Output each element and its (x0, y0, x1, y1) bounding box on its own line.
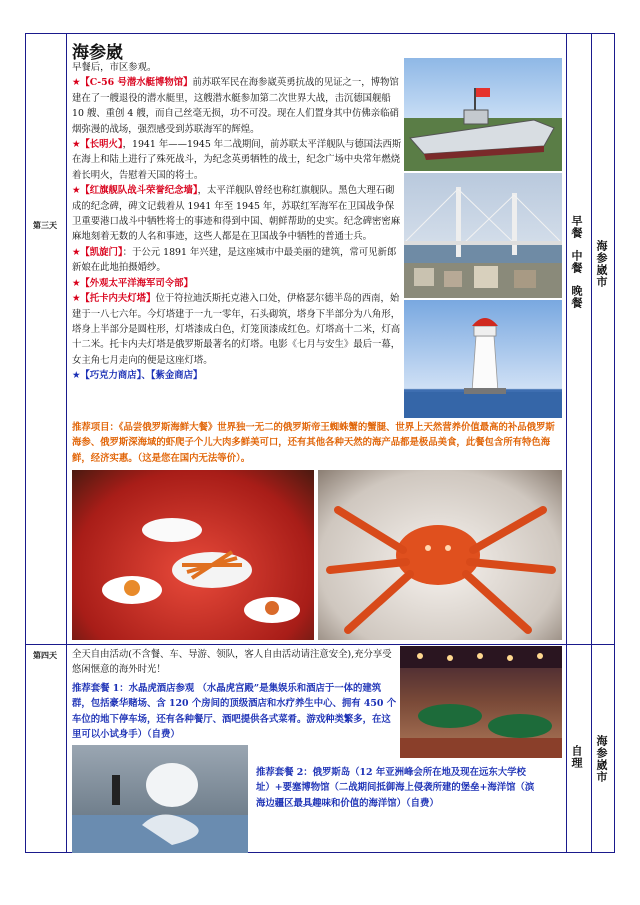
day4-stay: 海参崴市 (595, 735, 608, 783)
shop-a: 【巧克力商店】 (80, 370, 142, 382)
star-icon: ★ (72, 139, 81, 151)
casino-photo (400, 646, 562, 758)
arch-desc: ：于公元 1891 年兴建，是这座城市中最美丽的建筑，常可见新郎新娘在此地拍摄婚纱。 (72, 246, 397, 274)
lighthouse-desc: 位于符拉迪沃斯托克港入口处，伊格瑟尔德半岛的西南，始建于一八七六年。今灯塔建于一九一零年，石头砌筑，塔身下半部分为八角形，塔身上半部分是圆柱形，灯塔漆成白色，灯笼顶漆成红色。灯塔高十二米，灯高十二米。托卡内夫灯塔是俄罗斯最著名的灯塔。电影《七月与安生》最后一幕，女主角七月走向的便是这座灯塔。 (72, 293, 401, 366)
col-divider (591, 34, 592, 852)
day3-meal-dinner: 晚餐 (570, 285, 583, 309)
day3-text-block (72, 60, 402, 384)
arch-name: 【凯旋门】 (80, 246, 123, 258)
sub-desc: 前苏联军民在海参崴英勇抗战的见证之一，博物馆建在了一艘退役的潜水艇里，这艘潜水艇参加第二次世界大战，击沉德国舰船 10 艘、重创 4 艘，而自己丝毫无损，功不可没。现在人们置身其中仿佛亲临硝烟弥漫的战场，强烈感受到苏联海军的辉煌。 (72, 77, 399, 135)
star-icon: ★ (72, 277, 81, 289)
redflag-desc: ，太平洋舰队曾经也称红旗舰队。黑色大理石砌成的纪念碑，碑文记载着从 1941 年至 1945 年，苏联红军海军在卫国战争保卫重要港口战斗中牺牲将士的事迹和得到中国、朝鲜帮助的史实。纪念碑密密麻麻地刻着无数的人名和事迹，这些人都是在卫国战争中牺牲的普通士兵。 (72, 185, 401, 243)
day3-stay: 海参崴市 (595, 240, 608, 288)
lighthouse-photo (404, 300, 562, 418)
row-divider (26, 644, 614, 645)
day4-meals: 自理 (570, 745, 583, 769)
aquarium-whale-photo (72, 745, 248, 853)
day4-label: 第四天 (33, 651, 57, 660)
star-icon: ★ (72, 185, 81, 197)
day3-recommend: 推荐项目：《品尝俄罗斯海鲜大餐》世界独一无二的俄罗斯帝王蜘蛛蟹的蟹腿、世界上天然营养价值最高的补品俄罗斯海参、俄罗斯深海域的虾爬子个儿大肉多鲜美可口，还有其他各种天然的海产品都是极品美食，此餐包含所有特色海鲜，经济实惠。（这是您在国内无法等价）。 (72, 422, 555, 464)
sub-name: 【C-56 号潜水艇博物馆】 (80, 77, 193, 89)
shop-sep: 、 (141, 370, 151, 382)
seafood-table-photo (72, 470, 314, 640)
bridge-photo (404, 173, 562, 298)
star-icon: ★ (72, 77, 81, 89)
day4-free: 全天自由活动(不含餐、车、导游、领队，客人自由活动请注意安全),充分享受悠闲惬意的海外时光！ (72, 649, 392, 676)
king-crab-photo (318, 470, 562, 640)
flame-desc: ，1941 年——1945 年二战期间，前苏联太平洋舰队与德国法西斯在海上和陆上进行了殊死战斗，为纪念英勇牺牲的战士，纪念广场中央常年燃烧着长明火，告慰着天国的将士。 (72, 139, 402, 181)
col-divider (66, 34, 67, 852)
star-icon: ★ (72, 293, 81, 305)
col-divider (566, 34, 567, 852)
star-icon: ★ (72, 370, 81, 382)
hq-name: 【外观太平洋海军司令部】 (80, 277, 193, 289)
submarine-photo (404, 58, 562, 171)
day3-intro: 早餐后，市区参观。 (72, 62, 157, 73)
day4-pkg2: 推荐套餐 2：俄罗斯岛（12 年亚洲峰会所在地及现在远东大学校址）+要塞博物馆（二战期间抵御海上侵袭所建的堡垒+海洋馆（滨海边疆区最具趣味和价值的海洋馆）（自费） (256, 767, 535, 809)
day3-title: 海参崴 (72, 43, 123, 63)
day3-meal-lunch: 中餐 (570, 250, 583, 274)
day3-meal-breakfast: 早餐 (570, 215, 583, 239)
shop-b: 【紫金商店】 (150, 370, 203, 382)
flame-name: 【长明火】 (80, 139, 123, 151)
day4-pkg1: 推荐套餐 1：水晶虎酒店参观 （水晶虎宫殿”是集娱乐和酒店于一体的建筑群，包括豪华赌场、含 120 个房间的顶级酒店和水疗养生中心、拥有 450 个车位的地下停车场，还有各种餐厅、酒吧提供各式菜肴。游戏种类繁多，在这里可以小试身手）（自费） (72, 683, 397, 741)
lighthouse-name: 【托卡内夫灯塔】 (80, 293, 156, 305)
day3-label: 第三天 (33, 221, 57, 230)
star-icon: ★ (72, 246, 81, 258)
redflag-name: 【红旗舰队战斗荣誉纪念墙】 (80, 185, 198, 197)
